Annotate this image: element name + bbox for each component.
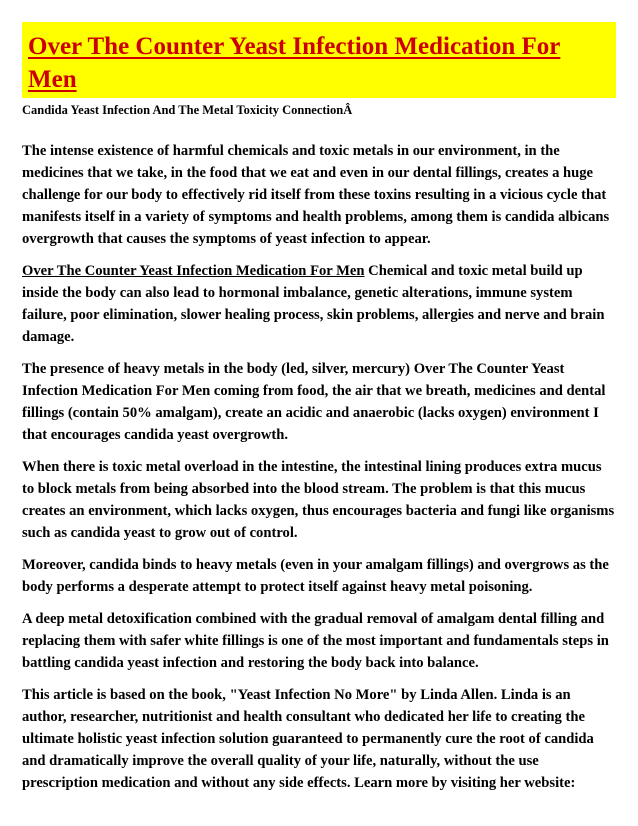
- document-subtitle: Candida Yeast Infection And The Metal Toxicity ConnectionÂ: [22, 103, 353, 117]
- paragraph-1: The intense existence of harmful chemicals and toxic metals in our environment, in the medicines that we take, in the food that we eat and even in our dental fillings, creates a huge challenge for our body to effectively rid itself from these toxins resulting in a vicious cycle that manifests itself in a variety of symptoms and health problems, among them is candida albicans overgrowth that causes the symptoms of yeast infection to appear.: [22, 143, 610, 247]
- title-banner: [22, 22, 616, 98]
- document-title[interactable]: Over The Counter Yeast Infection Medication For Men: [28, 33, 561, 93]
- paragraph-7: This article is based on the book, "Yeast Infection No More" by Linda Allen. Linda is an author, researcher, nutritionist and health consultant who dedicated her life to creating the ultimate holistic yeast infection solution guaranteed to permanently cure the root of candida and dramatically improve the overall quality of your life, naturally, without the use prescription medication and without any side effects. Learn more by visiting her website:: [22, 687, 594, 791]
- paragraph-2: [22, 260, 616, 348]
- paragraph-4: When there is toxic metal overload in the intestine, the intestinal lining produces extra mucus to block metals from being absorbed into the blood stream. The problem is that this mucus creates an environment, which lacks oxygen, thus encourages bacteria and fungi like organisms such as candida yeast to grow out of control.: [22, 459, 615, 541]
- paragraph-2-text: Chemical and toxic metal build up inside the body can also lead to hormonal imbalance, genetic alterations, immune system failure, poor elimination, slower healing process, skin problems, allergies and nerve and brain damage.: [22, 263, 605, 345]
- paragraph-3: The presence of heavy metals in the body (led, silver, mercury) Over The Counter Yeast Infection Medication For Men coming from food, the air that we breath, medicines and dental fillings (contain 50% amalgam), create an acidic and anaerobic (lacks oxygen) environment I that encourages candida yeast overgrowth.: [22, 361, 606, 443]
- paragraph-6: A deep metal detoxification combined with the gradual removal of amalgam dental filling and replacing them with safer white fillings is one of the most important and fundamentals steps in battling candida yeast infection and restoring the body back into balance.: [22, 611, 609, 671]
- paragraph-5: Moreover, candida binds to heavy metals (even in your amalgam fillings) and overgrows as the body performs a desperate attempt to protect itself against heavy metal poisoning.: [22, 557, 609, 595]
- title-link[interactable]: Over The Counter Yeast Infection Medication For Men: [22, 263, 365, 279]
- document-page: [22, 22, 616, 804]
